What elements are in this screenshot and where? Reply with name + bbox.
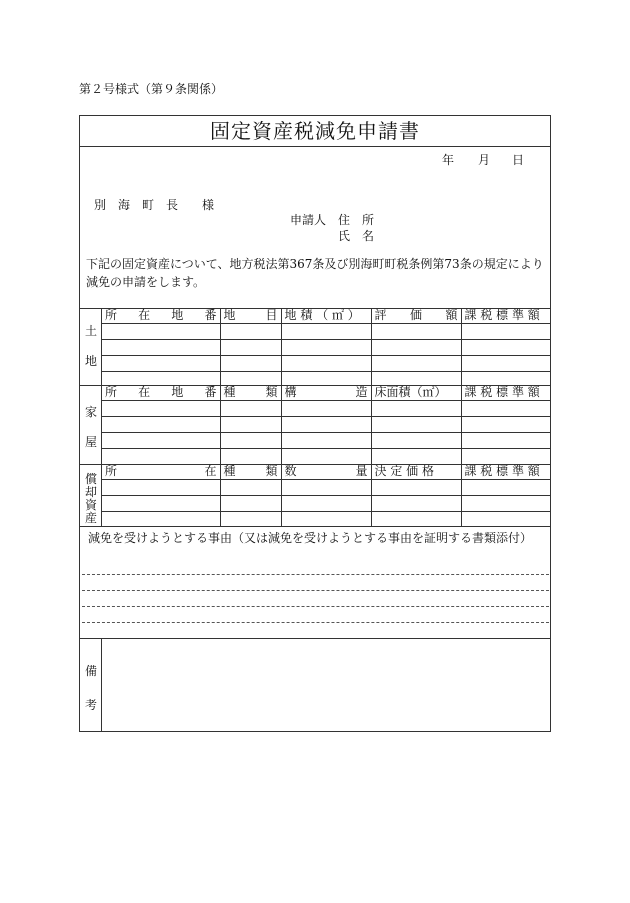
depreciable-label-char: 却 [84,485,97,499]
column-header: 構 造 [281,385,371,401]
table-row [102,324,551,340]
input-cell[interactable] [281,340,371,356]
input-cell[interactable] [461,401,551,417]
remarks-field[interactable] [102,638,550,732]
input-cell[interactable] [102,496,220,512]
input-cell[interactable] [102,449,220,465]
table-row [102,512,551,528]
column-header: 所 在 地 番 [102,385,220,401]
depreciable-label [80,464,102,526]
house-label [80,385,102,464]
input-cell[interactable] [461,417,551,433]
land-label-top: 土 [84,324,97,338]
input-cell[interactable] [281,449,371,465]
input-cell[interactable] [102,401,220,417]
column-header: 数 量 [281,464,371,480]
table-row [102,417,551,433]
input-cell[interactable] [461,340,551,356]
reason-line[interactable] [82,590,549,591]
depreciable-label-char: 産 [84,511,97,525]
date-month-label: 月 [478,153,491,167]
input-cell[interactable] [461,480,551,496]
applicant-address-label: 住 所 [338,213,375,227]
input-cell[interactable] [371,324,461,340]
table-header-row [102,308,551,324]
reason-label: 減免を受けようとする事由（又は減免を受けようとする事由を証明する書類添付） [88,531,533,545]
reason-line[interactable] [82,606,549,607]
house-label-bottom: 屋 [84,435,97,449]
input-cell[interactable] [220,449,281,465]
column-header: 地 目 [220,308,281,324]
column-header: 所 在 地 番 [102,308,220,324]
house-table [102,385,551,464]
input-cell[interactable] [220,496,281,512]
input-cell[interactable] [220,340,281,356]
input-cell[interactable] [461,433,551,449]
input-cell[interactable] [371,433,461,449]
input-cell[interactable] [461,356,551,372]
table-header-row [102,464,551,480]
date-year-label: 年 [442,153,455,167]
input-cell[interactable] [220,512,281,528]
application-form [79,115,551,732]
input-cell[interactable] [102,480,220,496]
depreciable-label-char: 資 [84,498,97,512]
input-cell[interactable] [102,417,220,433]
table-row [102,449,551,465]
table-row [102,401,551,417]
land-section [80,308,550,385]
reason-line[interactable] [82,574,549,575]
input-cell[interactable] [371,449,461,465]
depreciable-table [102,464,551,527]
column-header: 種 類 [220,385,281,401]
input-cell[interactable] [371,480,461,496]
column-header: 地 積 （ ㎡ ） [281,308,371,324]
land-label [80,308,102,385]
table-header-row [102,385,551,401]
table-row [102,340,551,356]
depreciable-label-char: 償 [84,472,97,486]
divider [80,526,550,527]
input-cell[interactable] [220,433,281,449]
input-cell[interactable] [102,356,220,372]
input-cell[interactable] [102,433,220,449]
input-cell[interactable] [102,512,220,528]
column-header: 評 価 額 [371,308,461,324]
applicant-label: 申請人 [290,213,327,227]
column-header: 課 税 標 準 額 [461,385,551,401]
date-day-label: 日 [512,153,525,167]
input-cell[interactable] [371,340,461,356]
input-cell[interactable] [371,356,461,372]
input-cell[interactable] [281,433,371,449]
table-row [102,496,551,512]
column-header: 種 類 [220,464,281,480]
input-cell[interactable] [220,324,281,340]
form-title: 固定資産税減免申請書 [80,116,550,147]
input-cell[interactable] [281,512,371,528]
input-cell[interactable] [220,401,281,417]
house-label-top: 家 [84,405,97,419]
reason-line[interactable] [82,622,549,623]
column-header: 課 税 標 準 額 [461,308,551,324]
input-cell[interactable] [281,324,371,340]
column-header: 決 定 価 格 [371,464,461,480]
land-table [102,308,551,387]
intro-text: 下記の固定資産について、地方税法第367条及び別海町町税条例第73条の規定により減免の申請をします。 [86,257,544,289]
input-cell[interactable] [281,480,371,496]
house-section [80,385,550,464]
column-header: 床面積（㎡） [371,385,461,401]
input-cell[interactable] [371,496,461,512]
input-cell[interactable] [461,449,551,465]
input-cell[interactable] [461,324,551,340]
input-cell[interactable] [371,417,461,433]
input-cell[interactable] [102,324,220,340]
form-number: 第２号様式（第９条関係） [79,82,224,96]
remarks-label-top: 備 [84,664,97,678]
input-cell[interactable] [281,496,371,512]
input-cell[interactable] [220,480,281,496]
table-row [102,480,551,496]
table-row [102,433,551,449]
table-row [102,356,551,372]
input-cell[interactable] [461,496,551,512]
input-cell[interactable] [102,340,220,356]
column-header: 課 税 標 準 額 [461,464,551,480]
input-cell[interactable] [371,401,461,417]
input-cell[interactable] [220,356,281,372]
remarks-label [80,638,102,732]
input-cell[interactable] [220,417,281,433]
input-cell[interactable] [281,356,371,372]
remarks-label-bottom: 考 [84,698,97,712]
input-cell[interactable] [371,512,461,528]
depreciable-section [80,464,550,526]
column-header: 所 在 [102,464,220,480]
addressee: 別 海 町 長 様 [94,198,215,212]
input-cell[interactable] [461,512,551,528]
input-cell[interactable] [281,417,371,433]
applicant-name-label: 氏 名 [338,229,375,243]
land-label-bottom: 地 [84,354,97,368]
input-cell[interactable] [281,401,371,417]
